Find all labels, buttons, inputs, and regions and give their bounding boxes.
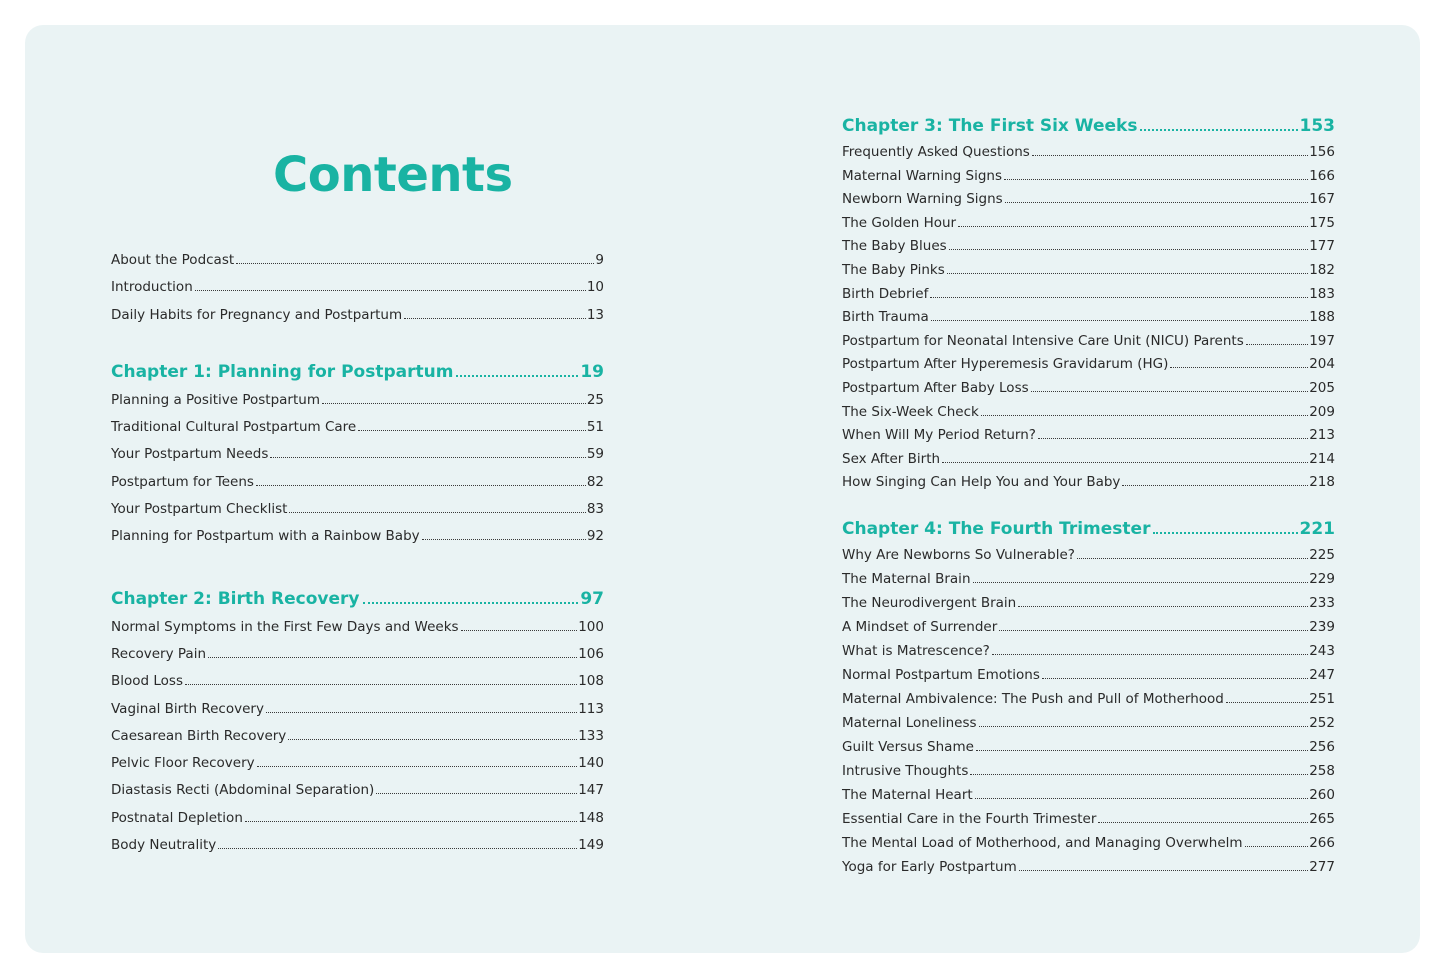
toc-entry[interactable] bbox=[842, 286, 1335, 310]
dot-leader bbox=[931, 320, 1308, 321]
dot-leader bbox=[266, 712, 577, 713]
toc-entry-label: Recovery Pain bbox=[111, 645, 207, 662]
toc-entry-page-number: 51 bbox=[586, 419, 604, 436]
toc-entry-page-number: 182 bbox=[1309, 261, 1335, 278]
toc-entry-page-number: 92 bbox=[586, 528, 604, 545]
toc-entry-page-number: 148 bbox=[578, 809, 604, 826]
toc-entry-page-number: 10 bbox=[586, 279, 604, 296]
toc-entry-page-number: 183 bbox=[1309, 285, 1335, 302]
toc-entry[interactable] bbox=[111, 728, 604, 755]
toc-entry-page-number: 82 bbox=[586, 473, 604, 490]
toc-entry[interactable] bbox=[111, 528, 604, 555]
dot-leader bbox=[1032, 155, 1308, 156]
toc-entry[interactable] bbox=[111, 307, 604, 334]
toc-entry[interactable] bbox=[842, 356, 1335, 380]
toc-entry-label: Normal Symptoms in the First Few Days and Weeks bbox=[111, 618, 459, 635]
dot-leader bbox=[999, 630, 1308, 631]
toc-entry-label: The Baby Blues bbox=[842, 238, 947, 255]
dot-leader bbox=[1140, 129, 1297, 131]
toc-entry-page-number: 260 bbox=[1309, 786, 1335, 803]
toc-entry[interactable] bbox=[842, 547, 1335, 571]
toc-entry-page-number: 265 bbox=[1309, 810, 1335, 827]
chapter-title: Chapter 1: Planning for Postpartum bbox=[111, 361, 454, 382]
dot-leader bbox=[270, 457, 585, 458]
dot-leader bbox=[1031, 391, 1309, 392]
toc-entry-page-number: 266 bbox=[1309, 834, 1335, 851]
toc-entry[interactable] bbox=[111, 279, 604, 306]
toc-entry-label: Diastasis Recti (Abdominal Separation) bbox=[111, 782, 375, 799]
dot-leader bbox=[1005, 202, 1309, 203]
toc-entry-page-number: 225 bbox=[1309, 546, 1335, 563]
toc-entry[interactable] bbox=[111, 392, 604, 419]
toc-entry[interactable] bbox=[111, 446, 604, 473]
toc-entry-page-number: 252 bbox=[1309, 714, 1335, 731]
toc-entry-label: When Will My Period Return? bbox=[842, 427, 1036, 444]
toc-entry-label: The Maternal Heart bbox=[842, 786, 973, 803]
toc-entry-page-number: 9 bbox=[595, 252, 604, 268]
toc-entry-page-number: 197 bbox=[1309, 332, 1335, 349]
dot-leader bbox=[358, 430, 586, 431]
toc-entry[interactable] bbox=[111, 619, 604, 646]
toc-entry-label: Introduction bbox=[111, 279, 193, 296]
toc-entry-page-number: 277 bbox=[1309, 858, 1335, 875]
dot-leader bbox=[1122, 485, 1308, 486]
toc-entry[interactable] bbox=[111, 701, 604, 728]
dot-leader bbox=[404, 318, 586, 319]
dot-leader bbox=[1246, 344, 1308, 345]
chapter-heading-chapter-3[interactable] bbox=[842, 116, 1335, 144]
toc-entry-label: Planning for Postpartum with a Rainbow Baby bbox=[111, 528, 420, 545]
toc-entry-label: What is Matrescence? bbox=[842, 642, 990, 659]
dot-leader bbox=[1042, 678, 1308, 679]
toc-entry-page-number: 59 bbox=[586, 446, 604, 463]
toc-entry-label: Body Neutrality bbox=[111, 837, 217, 854]
dot-leader bbox=[992, 654, 1308, 655]
toc-entry-label: Normal Postpartum Emotions bbox=[842, 666, 1040, 683]
toc-entry[interactable] bbox=[111, 646, 604, 673]
toc-entry[interactable] bbox=[111, 837, 604, 864]
dot-leader bbox=[1077, 558, 1308, 559]
dot-leader bbox=[970, 774, 1308, 775]
dot-leader bbox=[1038, 438, 1308, 439]
toc-entry-page-number: 133 bbox=[578, 727, 604, 744]
toc-entry[interactable] bbox=[842, 835, 1335, 859]
toc-entry-page-number: 177 bbox=[1309, 238, 1335, 255]
page-title: Contents bbox=[273, 147, 513, 203]
toc-entry-label: Essential Care in the Fourth Trimester bbox=[842, 810, 1097, 827]
chapter-title: Chapter 4: The Fourth Trimester bbox=[842, 518, 1151, 539]
toc-entry-page-number: 205 bbox=[1309, 379, 1335, 396]
dot-leader bbox=[322, 403, 586, 404]
toc-entry[interactable] bbox=[842, 811, 1335, 835]
chapter-page-number: 19 bbox=[580, 361, 604, 382]
dot-leader bbox=[185, 684, 577, 685]
toc-entry[interactable] bbox=[111, 810, 604, 837]
chapter-heading-chapter-4[interactable] bbox=[842, 519, 1335, 547]
toc-entry[interactable] bbox=[842, 168, 1335, 192]
toc-entry-label: The Neurodivergent Brain bbox=[842, 594, 1017, 611]
dot-leader bbox=[1019, 870, 1308, 871]
toc-entry-label: Maternal Warning Signs bbox=[842, 167, 1002, 184]
toc-entry[interactable] bbox=[842, 667, 1335, 691]
toc-entry-label: The Six-Week Check bbox=[842, 403, 979, 420]
dot-leader bbox=[930, 297, 1308, 298]
toc-entry-label: The Mental Load of Motherhood, and Managing Overwhelm bbox=[842, 834, 1243, 851]
toc-entry[interactable] bbox=[842, 380, 1335, 404]
chapter-heading-chapter-1[interactable] bbox=[111, 362, 604, 392]
dot-leader bbox=[947, 273, 1308, 274]
dot-leader bbox=[218, 848, 577, 849]
toc-entry-page-number: 100 bbox=[578, 618, 604, 635]
toc-entry-page-number: 166 bbox=[1309, 167, 1335, 184]
dot-leader bbox=[456, 375, 578, 377]
dot-leader bbox=[973, 582, 1309, 583]
toc-entry[interactable] bbox=[842, 787, 1335, 811]
toc-entry-page-number: 239 bbox=[1309, 618, 1335, 635]
dot-leader bbox=[949, 249, 1309, 250]
toc-entry-label: How Singing Can Help You and Your Baby bbox=[842, 474, 1121, 491]
toc-entry-page-number: 149 bbox=[578, 837, 604, 854]
toc-entry[interactable] bbox=[842, 262, 1335, 286]
toc-entry[interactable] bbox=[842, 643, 1335, 667]
chapter-page-number: 221 bbox=[1299, 518, 1335, 539]
toc-entry-page-number: 106 bbox=[578, 645, 604, 662]
toc-entry-label: Postpartum for Neonatal Intensive Care Unit (NICU) Parents bbox=[842, 332, 1244, 349]
dot-leader bbox=[422, 539, 586, 540]
dot-leader bbox=[288, 739, 577, 740]
toc-entry[interactable] bbox=[842, 333, 1335, 357]
dot-leader bbox=[236, 263, 594, 264]
toc-entry[interactable] bbox=[842, 739, 1335, 763]
dot-leader bbox=[257, 766, 578, 767]
toc-entry[interactable] bbox=[842, 691, 1335, 715]
toc-entry[interactable] bbox=[842, 309, 1335, 333]
toc-entry-page-number: 140 bbox=[578, 755, 604, 772]
dot-leader bbox=[958, 226, 1308, 227]
dot-leader bbox=[1170, 367, 1308, 368]
toc-entry[interactable] bbox=[842, 619, 1335, 643]
toc-entry[interactable] bbox=[842, 715, 1335, 739]
dot-leader bbox=[1226, 702, 1308, 703]
toc-entry[interactable] bbox=[842, 427, 1335, 451]
dot-leader bbox=[1153, 532, 1297, 534]
toc-entry-page-number: 25 bbox=[586, 391, 604, 408]
toc-entry-label: Birth Debrief bbox=[842, 285, 929, 302]
toc-entry-label: Maternal Loneliness bbox=[842, 714, 977, 731]
toc-entry-page-number: 214 bbox=[1309, 450, 1335, 467]
toc-entry-page-number: 243 bbox=[1309, 642, 1335, 659]
toc-entry-label: The Baby Pinks bbox=[842, 261, 945, 278]
toc-entry[interactable] bbox=[111, 755, 604, 782]
toc-entry-page-number: 247 bbox=[1309, 666, 1335, 683]
toc-entry[interactable] bbox=[842, 451, 1335, 475]
toc-entry-label: Newborn Warning Signs bbox=[842, 191, 1003, 208]
chapter-title: Chapter 3: The First Six Weeks bbox=[842, 116, 1138, 136]
dot-leader bbox=[975, 798, 1309, 799]
toc-entry-page-number: 113 bbox=[578, 700, 604, 717]
toc-entry-label: Your Postpartum Checklist bbox=[111, 501, 288, 518]
toc-entry-label: Frequently Asked Questions bbox=[842, 144, 1030, 160]
toc-entry-label: Postpartum After Hyperemesis Gravidarum (HG) bbox=[842, 356, 1169, 373]
dot-leader bbox=[942, 462, 1308, 463]
toc-entry-label: Pelvic Floor Recovery bbox=[111, 755, 255, 772]
toc-entry-label: Planning a Positive Postpartum bbox=[111, 391, 320, 408]
toc-entry[interactable] bbox=[842, 144, 1335, 168]
toc-entry-page-number: 258 bbox=[1309, 762, 1335, 779]
toc-entry-label: Maternal Ambivalence: The Push and Pull of Motherhood bbox=[842, 690, 1224, 707]
toc-entry[interactable] bbox=[111, 474, 604, 501]
dot-leader bbox=[981, 415, 1308, 416]
dot-leader bbox=[245, 821, 577, 822]
toc-entry-label: Postpartum for Teens bbox=[111, 473, 254, 490]
toc-entry-page-number: 83 bbox=[586, 501, 604, 518]
dot-leader bbox=[289, 512, 585, 513]
toc-entry[interactable] bbox=[111, 673, 604, 700]
toc-entry-page-number: 229 bbox=[1309, 570, 1335, 587]
toc-entry[interactable] bbox=[842, 191, 1335, 215]
toc-entry-page-number: 218 bbox=[1309, 474, 1335, 491]
dot-leader bbox=[979, 726, 1309, 727]
toc-entry[interactable] bbox=[842, 571, 1335, 595]
dot-leader bbox=[363, 602, 579, 604]
chapter-title: Chapter 2: Birth Recovery bbox=[111, 588, 360, 609]
toc-entry[interactable] bbox=[842, 595, 1335, 619]
dot-leader bbox=[1004, 179, 1308, 180]
toc-entry-label: Blood Loss bbox=[111, 673, 184, 690]
dot-leader bbox=[461, 630, 578, 631]
dot-leader bbox=[1098, 822, 1308, 823]
toc-entry-label: Birth Trauma bbox=[842, 309, 929, 326]
dot-leader bbox=[195, 290, 586, 291]
toc-entry-label: Intrusive Thoughts bbox=[842, 762, 969, 779]
toc-entry[interactable] bbox=[111, 419, 604, 446]
toc-entry-label: Traditional Cultural Postpartum Care bbox=[111, 419, 357, 436]
chapter-page-number: 153 bbox=[1299, 116, 1335, 136]
toc-entry-page-number: 251 bbox=[1309, 690, 1335, 707]
chapter-heading-chapter-2[interactable] bbox=[111, 589, 604, 619]
toc-entry-label: The Golden Hour bbox=[842, 214, 957, 231]
toc-entry-label: Why Are Newborns So Vulnerable? bbox=[842, 546, 1075, 563]
right-column bbox=[842, 116, 1335, 883]
toc-entry-label: Postpartum After Baby Loss bbox=[842, 379, 1029, 396]
toc-entry[interactable] bbox=[842, 763, 1335, 787]
chapter-page-number: 97 bbox=[580, 588, 604, 609]
toc-entry-page-number: 175 bbox=[1309, 214, 1335, 231]
toc-entry-label: Caesarean Birth Recovery bbox=[111, 727, 287, 744]
toc-entry-label: About the Podcast bbox=[111, 252, 235, 268]
toc-entry[interactable] bbox=[842, 404, 1335, 428]
toc-entry-label: Postnatal Depletion bbox=[111, 809, 243, 826]
dot-leader bbox=[976, 750, 1308, 751]
toc-entry[interactable] bbox=[842, 474, 1335, 498]
toc-entry-page-number: 108 bbox=[578, 673, 604, 690]
toc-entry[interactable] bbox=[842, 238, 1335, 262]
toc-entry-label: Your Postpartum Needs bbox=[111, 446, 269, 463]
dot-leader bbox=[376, 793, 577, 794]
toc-entry-page-number: 256 bbox=[1309, 738, 1335, 755]
toc-entry-label: Sex After Birth bbox=[842, 450, 941, 467]
toc-entry-page-number: 13 bbox=[586, 306, 604, 323]
dot-leader bbox=[208, 657, 577, 658]
toc-entry-label: Daily Habits for Pregnancy and Postpartum bbox=[111, 306, 403, 323]
dot-leader bbox=[256, 485, 586, 486]
toc-entry-page-number: 233 bbox=[1309, 594, 1335, 611]
toc-entry-page-number: 188 bbox=[1309, 309, 1335, 326]
toc-entry-page-number: 147 bbox=[578, 782, 604, 799]
toc-entry-label: Yoga for Early Postpartum bbox=[842, 858, 1017, 875]
toc-entry-page-number: 156 bbox=[1309, 144, 1335, 160]
toc-entry-label: Vaginal Birth Recovery bbox=[111, 700, 264, 717]
left-column bbox=[111, 252, 604, 864]
toc-entry[interactable] bbox=[111, 501, 604, 528]
toc-entry-label: The Maternal Brain bbox=[842, 570, 971, 587]
dot-leader bbox=[1245, 846, 1309, 847]
toc-entry[interactable] bbox=[842, 859, 1335, 883]
toc-entry-page-number: 204 bbox=[1309, 356, 1335, 373]
toc-entry-page-number: 209 bbox=[1309, 403, 1335, 420]
toc-entry[interactable] bbox=[111, 782, 604, 809]
toc-entry-label: Guilt Versus Shame bbox=[842, 738, 974, 755]
toc-entry[interactable] bbox=[111, 252, 604, 279]
toc-entry[interactable] bbox=[842, 215, 1335, 239]
dot-leader bbox=[1018, 606, 1308, 607]
toc-entry-label: A Mindset of Surrender bbox=[842, 618, 998, 635]
toc-entry-page-number: 167 bbox=[1309, 191, 1335, 208]
toc-entry-page-number: 213 bbox=[1309, 427, 1335, 444]
